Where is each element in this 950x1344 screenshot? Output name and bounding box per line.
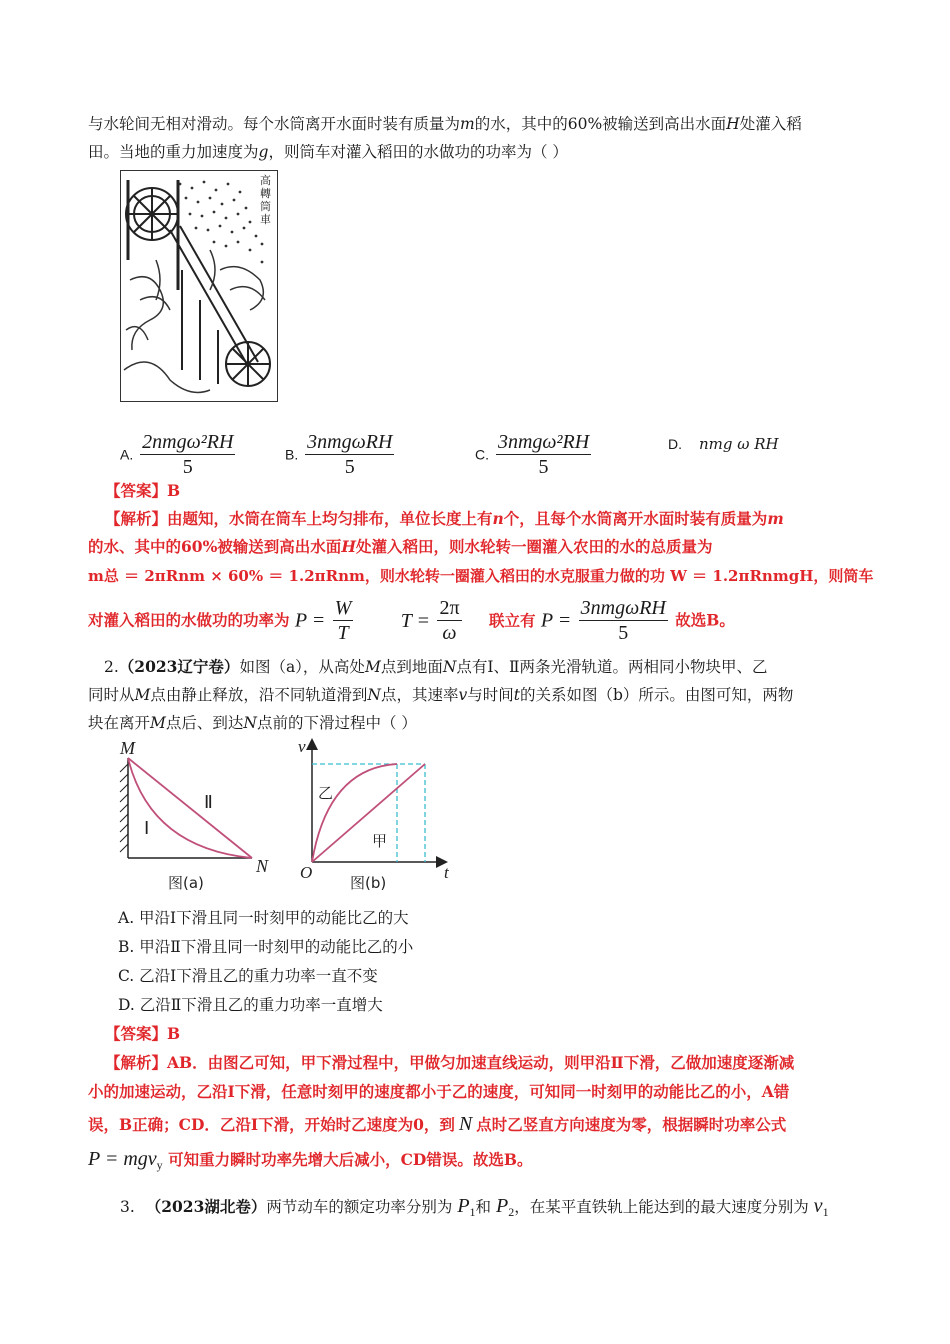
q1-analysis-line1: 【解析】由题知，水筒在筒车上均匀排布，单位长度上有n个，且每个水筒离开水面时装有质量为m [105, 509, 784, 528]
curve-jia [312, 764, 425, 862]
q1-analysis-line2: 的水、其中的60%被输送到高出水面H处灌入稻田，则水轮转一圈灌入农田的水的总质量为 [88, 537, 713, 556]
label-n: N [256, 856, 269, 876]
svg-text:車: 車 [260, 213, 271, 226]
q2-analysis-line3: 误，B正确；CD．乙沿Ⅰ下滑，开始时乙速度为0，到 N 点时乙竖直方向速度为零，根据瞬时功率公式 [88, 1113, 787, 1135]
q1-answer: 【答案】B [105, 481, 181, 500]
q2-option-d[interactable]: D. 乙沿Ⅱ下滑且乙的重力功率一直增大 [118, 996, 383, 1014]
q2-analysis-line1: 【解析】AB．由图乙可知，甲下滑过程中，甲做匀加速直线运动，则甲沿Ⅱ下滑，乙做加速度逐渐减 [105, 1053, 795, 1072]
figure-a-caption: 图(a) [168, 874, 204, 892]
q2-analysis-line4: P = mgv$_y$ 可知重力瞬时功率先增大后减小，CD错误。故选B。 [88, 1148, 533, 1172]
figure-b [292, 738, 462, 898]
q2-option-a[interactable]: A. 甲沿Ⅰ下滑且同一时刻甲的动能比乙的大 [118, 909, 409, 927]
q1-analysis-line4: 对灌入稻田的水做功的功率为 P = $\frac{W}{T}$ T = $\frac{2\pi}{\omega}$ 联立有 P = $\frac{\text{3nmgωRH}}{5}$ 故选B。 [88, 597, 735, 644]
q2-option-c[interactable]: C. 乙沿Ⅰ下滑且乙的重力功率一直不变 [118, 967, 378, 985]
q1-analysis-line3: m总 ＝ 2πRnm × 60% ＝ 1.2πRnm，则水轮转一圈灌入稻田的水克服重力做的功 W ＝ 1.2πRnmgH，则筒车 [88, 567, 874, 585]
q1-option-c[interactable]: C. $\frac{\text{3nmgω²RH}}{5}$ [475, 431, 590, 478]
axis-t-label: t [444, 863, 449, 882]
figure-a [110, 738, 280, 898]
q1-option-b[interactable]: B. $\frac{\text{3nmgωRH}}{5}$ [285, 431, 393, 478]
label-i: Ⅰ [144, 818, 150, 838]
label-jia: 甲 [372, 832, 388, 850]
axis-v-label: v [298, 738, 306, 756]
label-m: M [120, 738, 135, 758]
svg-text:筒: 筒 [260, 200, 271, 213]
q2-analysis-line2: 小的加速运动，乙沿Ⅰ下滑，任意时刻甲的速度都小于乙的速度，可知同一时刻甲的动能比乙的小，A错 [88, 1082, 790, 1101]
figure-caption-char: 高 [260, 174, 271, 187]
q2-answer: 【答案】B [105, 1024, 181, 1043]
q1-option-d[interactable]: D. nmg ω RH [668, 435, 779, 453]
q1-option-a[interactable]: A. $\frac{\text{2nmgω²RH}}{5}$ [120, 431, 234, 478]
q3-stem: 3. （2023湖北卷）两节动车的额定功率分别为 $P_1$和 $P_2$，在某平直铁轨上能达到的最大速度分别为 $v_1$ [120, 1195, 829, 1219]
q2-stem-line2: 同时从M点由静止释放，沿不同轨道滑到N点，其速率v与时间t的关系如图（b）所示。由图可知，两物 [88, 686, 794, 704]
q1-stem-line2: 田。当地的重力加速度为g，则筒车对灌入稻田的水做功的功率为（ ） [88, 143, 568, 161]
waterwheel-figure [120, 170, 278, 402]
svg-text:轉: 轉 [260, 187, 271, 200]
q2-stem-line3: 块在离开M点后、到达N点前的下滑过程中（ ） [88, 714, 417, 732]
track-ii [128, 758, 252, 858]
figure-b-caption: 图(b) [350, 874, 387, 892]
q1-stem-line1: 与水轮间无相对滑动。每个水筒离开水面时装有质量为m的水，其中的60%被输送到高出水面H处灌入稻 [88, 115, 802, 133]
label-yi: 乙 [318, 784, 334, 802]
q2-option-b[interactable]: B. 甲沿Ⅱ下滑且同一时刻甲的动能比乙的小 [118, 938, 414, 956]
origin-label: O [300, 863, 313, 882]
label-ii: Ⅱ [204, 792, 213, 812]
q2-stem-line1: 2.（2023辽宁卷）如图（a），从高处M点到地面N点有Ⅰ、Ⅱ两条光滑轨道。两相同小物块甲、乙 [104, 657, 768, 676]
